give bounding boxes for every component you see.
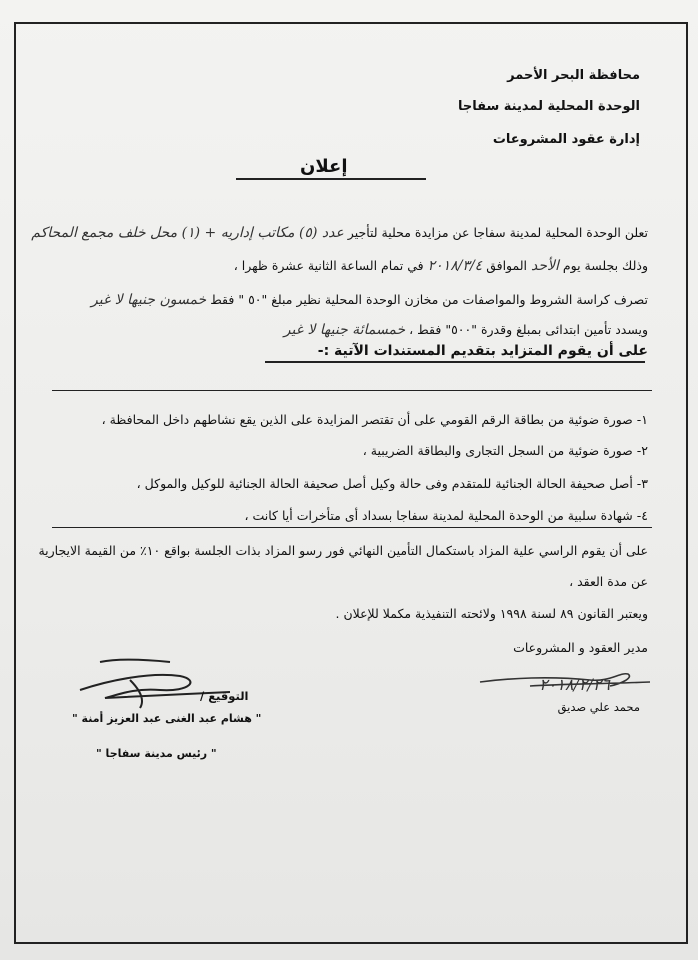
deposit-text: ويسدد تأمين ابتدائى بمبلغ وقدرة "٥٠٠" فقط ، xyxy=(409,322,648,337)
booklet-line xyxy=(91,292,648,308)
announcement-text: تعلن الوحدة المحلية لمدينة سفاجا عن مزايدة محلية لتأجير xyxy=(347,225,648,240)
session-label: وذلك بجلسة يوم xyxy=(562,258,648,273)
requirement-item-2: ٢- صورة ضوئية من السجل التجارى والبطاقة الضريبية ، xyxy=(362,443,648,458)
booklet-text: تصرف كراسة الشروط والمواصفات من مخازن الوحدة المحلية نظير مبلغ "٥٠ " فقط xyxy=(210,292,648,307)
department-name: إدارة عقود المشروعات xyxy=(492,132,640,147)
page-title: إعلان xyxy=(300,156,348,177)
contracts-manager-title: مدير العقود و المشروعات xyxy=(513,640,648,655)
subheading-underline xyxy=(265,361,645,363)
final-insurance-continuation: عن مدة العقد ، xyxy=(569,574,648,589)
date-label: الموافق xyxy=(486,258,528,273)
handwritten-deposit-amount: خمسمائة جنيها لا غير xyxy=(283,322,406,338)
requirement-item-4: ٤- شهادة سلبية من الوحدة المحلية لمدينة سفاجا بسداد أى متأخرات أيا كانت ، xyxy=(244,508,648,523)
law-paragraph: ويعتبر القانون ٨٩ لسنة ١٩٩٨ ولائحته التنفيذية مكملا للإعلان . xyxy=(335,606,648,621)
handwritten-sign-date: ٢٠١٨/٢/٢٦ xyxy=(539,675,610,694)
session-line xyxy=(234,258,648,274)
handwritten-date: ٢٠١٨/٣/٤ xyxy=(427,258,483,274)
title-underline xyxy=(236,178,426,180)
city-head-title: " رئيس مدينة سفاجا " xyxy=(96,747,217,760)
final-insurance-paragraph: على أن يقوم الراسي علية المزاد باستكمال التأمين النهائي فور رسو المزاد بذات الجلسة بواقع ١٠٪ من القيمة الايجارية xyxy=(38,543,648,558)
handwritten-booklet-amount: خمسون جنيها لا غير xyxy=(91,292,207,308)
requirement-item-3: ٣- أصل صحيفة الحالة الجنائية للمتقدم وفى حالة وكيل أصل صحيفة الحالة الجنائية للوكيل والموكل ، xyxy=(136,476,648,491)
requirement-item-1: ١- صورة ضوئية من بطاقة الرقم القومي على أن تقتصر المزايدة على الذين يقع نشاطهم داخل المحافظة ، xyxy=(101,412,648,427)
announcement-line-1 xyxy=(31,225,648,241)
signature-label: التوقيع / xyxy=(200,689,249,703)
handwritten-subject: عدد (٥) مكاتب إداريه + (١) محل خلف مجمع المحاكم xyxy=(31,225,344,241)
contracts-manager-name: محمد علي صديق xyxy=(557,700,640,714)
time-text: في تمام الساعة الثانية عشرة ظهرا ، xyxy=(233,258,424,273)
city-head-name: " هشام عبد الغنى عبد العزيز أمنة " xyxy=(72,712,262,725)
separator-line-top xyxy=(52,390,652,391)
handwritten-day: الأحد xyxy=(531,258,559,274)
documents-subheading: على أن يقوم المتزايد بتقديم المستندات الآتية :- xyxy=(317,343,648,359)
separator-line-bottom xyxy=(52,527,652,528)
governorate-name: محافظة البحر الأحمر xyxy=(507,68,640,83)
unit-name: الوحدة المحلية لمدينة سفاجا xyxy=(458,99,640,114)
deposit-line xyxy=(284,322,648,338)
